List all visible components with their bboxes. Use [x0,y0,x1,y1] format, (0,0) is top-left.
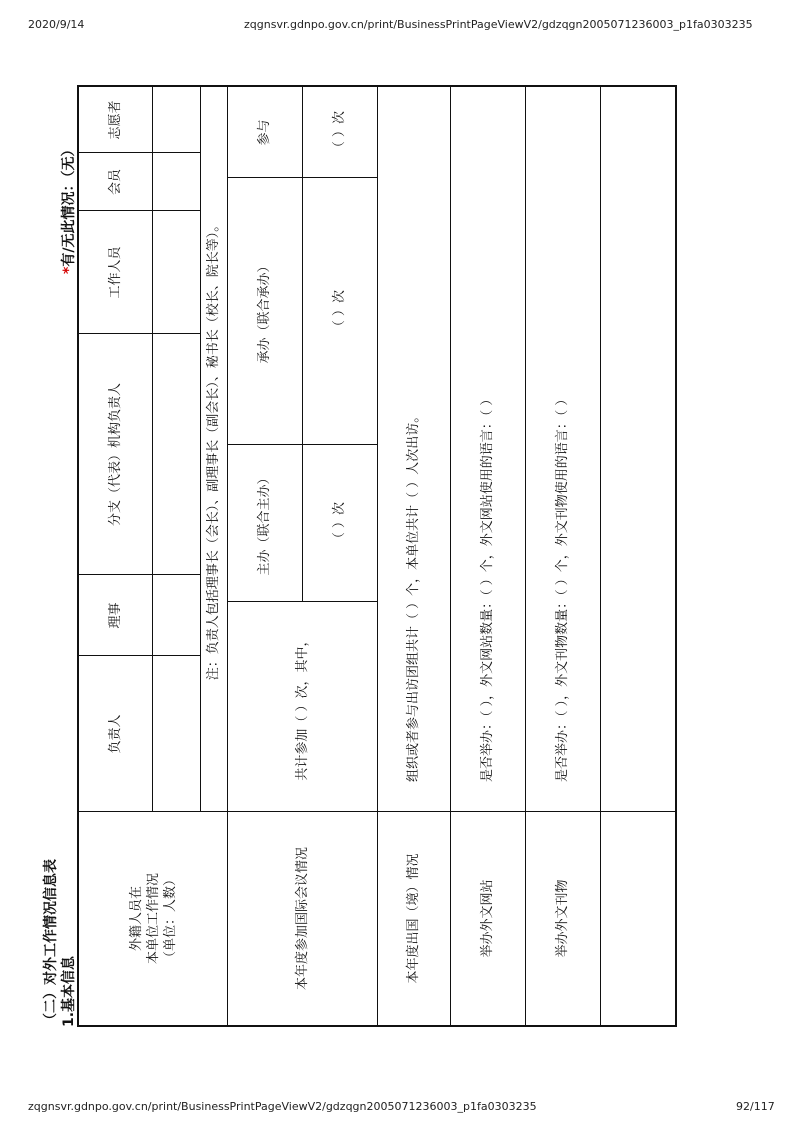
value-host[interactable]: （ ）次 [332,501,347,546]
page-number: 92/117 [736,1100,775,1113]
header-volunteer: 志愿者 [108,100,123,140]
value-staff[interactable] [152,211,200,334]
value-participate[interactable]: （ ）次 [332,110,347,155]
value-director[interactable] [152,575,200,656]
required-star: * [61,266,77,274]
journal-text: 是否举办：（ ），外文刊物数量：（ ）个，外文刊物使用的语言：（ ） [555,392,570,782]
value-leader[interactable] [152,656,200,812]
meetings-label: 本年度参加国际会议情况 [294,847,310,991]
row-separator [600,85,601,1027]
notice-value: （无） [61,142,77,178]
foreign-staff-note: 注：负责人包括理事长（会长）、副理事长（副会长）、秘书长（校长、院长等）。 [206,218,221,681]
value-branch-leader[interactable] [152,334,200,575]
header-organizer: 承办（联合承办） [257,259,272,364]
header-member: 会员 [108,169,123,196]
value-volunteer[interactable] [152,87,200,153]
header-branch-leader: 分支（代表）机构负责人 [108,383,123,527]
header-host: 主办（联合主办） [257,471,272,576]
meetings-total: 共计参加（ ）次，其中， [294,633,310,781]
website-label: 举办外文网站 [480,879,495,958]
visits-label: 本年度出国（境）情况 [406,853,421,984]
foreign-staff-label-line: 本单位工作情况 [145,873,161,965]
visits-text: 组织或者参与出访团组共计（ ）个，本单位共计（ ）人次出访。 [406,409,421,782]
header-director: 理事 [108,602,123,629]
foreign-staff-label-line: 外籍人员在 [128,886,144,952]
section-title: （二）对外工作情况信息表 [43,859,59,1027]
table-border-bottom [675,85,677,1027]
print-url-header: zqgnsvr.gdnpo.gov.cn/print/BusinessPrintPageViewV2/gdzqgn2005071236003_p1fa0303235 [244,18,753,31]
foreign-staff-label [79,812,227,1025]
header-leader: 负责人 [108,714,123,754]
website-text: 是否举办：（ ），外文网站数量：（ ）个，外文网站使用的语言：（ ） [480,392,495,782]
header-staff: 工作人员 [108,246,123,299]
subsection-title: 1.基本信息 [61,955,77,1027]
foreign-staff-label-line: （单位：人数） [162,873,178,965]
value-organizer[interactable]: （ ）次 [332,289,347,334]
print-date: 2020/9/14 [28,18,85,31]
journal-label: 举办外文刊物 [555,879,570,958]
header-participate: 参与 [257,119,272,146]
value-member[interactable] [152,153,200,211]
situation-notice [58,143,78,274]
print-url-footer: zqgnsvr.gdnpo.gov.cn/print/BusinessPrintPageViewV2/gdzqgn2005071236003_p1fa0303235 [28,1100,537,1113]
notice-label: 有/无此情况： [61,177,77,267]
